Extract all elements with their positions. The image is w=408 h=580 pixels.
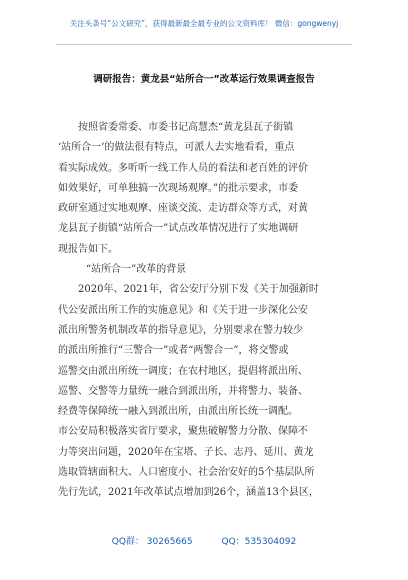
document-title: 调研报告：黄龙县“站所合一”改革运行效果调查报告 [93, 74, 315, 85]
paragraph-line: 现报告如下。 [58, 243, 118, 255]
paragraph-line: 看实际成效。多听听一线工作人员的看法和老百姓的评价 [58, 162, 308, 174]
paragraph-line: 巡警交由派出所统一调度；在农村地区，提倡将派出所、 [58, 365, 308, 377]
paragraph-line: ‘站所合一’的做法很有特点，可派人去实地看看，重点 [58, 142, 295, 154]
paragraph-line: 市公安局积极落实省厅要求，聚焦破解警力分散、保障不 [58, 426, 308, 438]
document-body [58, 118, 350, 504]
paragraph-line: 选取管辖面积大、人口密度小、社会治安好的5个基层队所 [58, 467, 315, 479]
paragraph-line: 派出所警务机制改革的指导意见》，分别要求在警力较少 [58, 324, 303, 336]
paragraph-line: 力等突出问题，2020年在宝塔、子长、志丹、延川、黄龙 [58, 446, 314, 458]
paragraph-line: 2020年、2021年，省公安厅分别下发《关于加强新时 [78, 284, 319, 296]
header-notice: 关注头条号“公文研究”，获得最新最全最专业的公文资料库！ 微信：gongwenyj [69, 19, 339, 28]
paragraph-line: 如效果好，可单独搞一次现场观摩。”的批示要求，市委 [58, 182, 299, 194]
paragraph-line: 龙县瓦子街镇“站所合一”试点改革情况进行了实地调研 [58, 223, 299, 235]
paragraph-line: 巡警、交警等力量统一融合到派出所，并将警力、装备、 [58, 385, 308, 397]
qq-group-label: QQ群： 30265665 [111, 537, 193, 547]
paragraph-line: 经费等保障统一融入到派出所，由派出所长统一调配。 [58, 406, 298, 418]
section-heading: “站所合一”改革的背景 [86, 264, 187, 276]
paragraph-line: 代公安派出所工作的实施意见》和《关于进一步深化公安 [58, 304, 308, 316]
header-divider [56, 44, 352, 45]
footer-contact [0, 534, 408, 547]
qq-number-label: QQ：535304092 [221, 537, 297, 547]
paragraph-line: 的派出所推行“三警合一”或者“两警合一”，将交警或 [58, 345, 289, 357]
paragraph-line: 按照省委常委、市委书记高慧杰“黄龙县瓦子街镇 [78, 122, 294, 133]
paragraph-line: 政研室通过实地观摩、座谈交流、走访群众等方式，对黄 [58, 203, 308, 215]
paragraph-line: 先行先试，2021年改革试点增加到26个，涵盖13个县区， [58, 487, 319, 499]
